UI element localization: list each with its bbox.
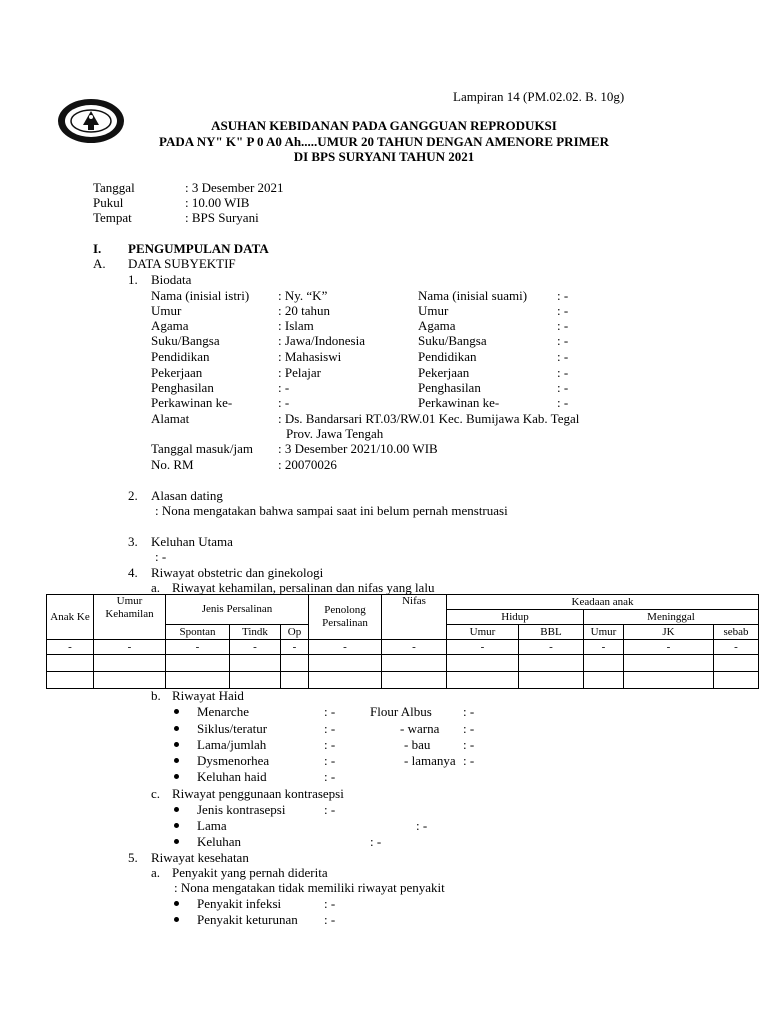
biodata-label-suami: Pendidikan bbox=[418, 349, 477, 364]
header-hidup: Hidup bbox=[447, 610, 584, 625]
haid-label: Siklus/teratur bbox=[197, 721, 268, 736]
haid-value: : - bbox=[324, 721, 336, 736]
kontrasepsi-label: Lama bbox=[197, 818, 227, 833]
riwayat-kehamilan-table bbox=[46, 594, 759, 689]
biodata-value: : 20 tahun bbox=[278, 303, 330, 318]
table-cell bbox=[281, 655, 309, 672]
meta-label-pukul: Pukul bbox=[93, 195, 124, 210]
header-penolong-persalinan: Penolong Persalinan bbox=[309, 595, 382, 640]
bullet-icon bbox=[174, 709, 179, 714]
table-row bbox=[47, 655, 759, 672]
table-cell: - bbox=[309, 640, 382, 655]
bullet-icon bbox=[174, 742, 179, 747]
header-umur-hidup: Umur bbox=[447, 625, 519, 640]
biodata-value: : Jawa/Indonesia bbox=[278, 333, 366, 348]
penyakit-title: Penyakit yang pernah diderita bbox=[172, 865, 328, 880]
bullet-icon bbox=[174, 917, 179, 922]
header-tindakan: Tindk bbox=[230, 625, 281, 640]
table-cell bbox=[714, 672, 759, 689]
biodata-label-suami: Pekerjaan bbox=[418, 365, 470, 380]
header-jk: JK bbox=[624, 625, 714, 640]
biodata-value-suami: : - bbox=[557, 288, 569, 303]
bullet-icon bbox=[174, 774, 179, 779]
haid-value: : - bbox=[324, 737, 336, 752]
penyakit-value: : - bbox=[324, 912, 336, 927]
table-cell bbox=[584, 655, 624, 672]
flour-albus-value: : - bbox=[463, 704, 475, 719]
bullet-icon bbox=[174, 839, 179, 844]
kontrasepsi-title: Riwayat penggunaan kontrasepsi bbox=[172, 786, 344, 801]
keluhan-value: : - bbox=[155, 549, 167, 564]
meta-value-tempat: : BPS Suryani bbox=[185, 210, 259, 225]
haid-value: : - bbox=[324, 753, 336, 768]
riwayat-obstetric-title: Riwayat obstetric dan ginekologi bbox=[151, 565, 324, 580]
haid-label: Dysmenorhea bbox=[197, 753, 270, 768]
meta-label-tempat: Tempat bbox=[93, 210, 132, 225]
header-spontan: Spontan bbox=[166, 625, 230, 640]
table-cell bbox=[714, 655, 759, 672]
section-a-number: A. bbox=[93, 256, 106, 271]
meta-label-tanggal: Tanggal bbox=[93, 180, 135, 195]
biodata-value: : Pelajar bbox=[278, 365, 321, 380]
table-cell bbox=[447, 672, 519, 689]
biodata-label: Perkawinan ke- bbox=[151, 395, 233, 410]
kesehatan-title: Riwayat kesehatan bbox=[151, 850, 249, 865]
tanggal-masuk-value: : 3 Desember 2021/10.00 WIB bbox=[278, 441, 438, 456]
table-cell bbox=[166, 672, 230, 689]
bullet-icon bbox=[174, 726, 179, 731]
haid-label: Keluhan haid bbox=[197, 769, 267, 784]
section-1-title: PENGUMPULAN DATA bbox=[128, 241, 269, 256]
biodata-label: Agama bbox=[151, 318, 189, 333]
header-umur-kehamilan: Umur Kehamilan bbox=[94, 595, 166, 640]
table-cell bbox=[94, 672, 166, 689]
biodata-value-suami: : - bbox=[557, 380, 569, 395]
biodata-label: Suku/Bangsa bbox=[151, 333, 220, 348]
haid-label: Menarche bbox=[197, 704, 249, 719]
bullet-icon bbox=[174, 823, 179, 828]
penyakit-label: Penyakit infeksi bbox=[197, 896, 282, 911]
lampiran-label: Lampiran 14 (PM.02.02. B. 10g) bbox=[453, 89, 625, 104]
table-cell: - bbox=[94, 640, 166, 655]
biodata-label-suami: Agama bbox=[418, 318, 456, 333]
keluhan-number: 3. bbox=[128, 534, 138, 549]
penyakit-value: : - bbox=[324, 896, 336, 911]
lamanya-label: - lamanya bbox=[404, 753, 456, 768]
biodata-label-suami: Perkawinan ke- bbox=[418, 395, 500, 410]
table-cell: - bbox=[230, 640, 281, 655]
biodata-label: Pendidikan bbox=[151, 349, 210, 364]
alasan-title: Alasan dating bbox=[151, 488, 223, 503]
title-line-2: PADA NY" K" P 0 A0 Ah.....UMUR 20 TAHUN DENGAN AMENORE PRIMER bbox=[159, 134, 609, 149]
table-cell bbox=[624, 655, 714, 672]
table-cell bbox=[309, 672, 382, 689]
table-cell bbox=[94, 655, 166, 672]
alamat-value-line-1: : Ds. Bandarsari RT.03/RW.01 Kec. Bumijawa Kab. Tegal bbox=[278, 411, 580, 426]
header-umur-meninggal: Umur bbox=[584, 625, 624, 640]
warna-label: - warna bbox=[400, 721, 440, 736]
header-nifas: Nifas bbox=[382, 595, 447, 640]
biodata-value: : Ny. “K” bbox=[278, 288, 328, 303]
penyakit-number: a. bbox=[151, 865, 161, 880]
table-cell bbox=[47, 672, 94, 689]
table-cell: - bbox=[166, 640, 230, 655]
table-cell: - bbox=[47, 640, 94, 655]
kontrasepsi-value: : - bbox=[370, 834, 382, 849]
meta-value-tanggal: : 3 Desember 2021 bbox=[185, 180, 284, 195]
table-row bbox=[47, 640, 759, 655]
title-line-1: ASUHAN KEBIDANAN PADA GANGGUAN REPRODUKSI bbox=[211, 118, 557, 133]
riwayat-kehamilan-number: a. bbox=[151, 580, 161, 595]
table-cell bbox=[382, 655, 447, 672]
table-cell: - bbox=[382, 640, 447, 655]
table-cell bbox=[309, 655, 382, 672]
kesehatan-number: 5. bbox=[128, 850, 138, 865]
biodata-label-suami: Nama (inisial suami) bbox=[418, 288, 528, 303]
bullet-icon bbox=[174, 758, 179, 763]
kontrasepsi-label: Keluhan bbox=[197, 834, 242, 849]
bullet-icon bbox=[174, 901, 179, 906]
alamat-label: Alamat bbox=[151, 411, 190, 426]
table-cell: - bbox=[447, 640, 519, 655]
header-meninggal: Meninggal bbox=[584, 610, 759, 625]
tanggal-masuk-label: Tanggal masuk/jam bbox=[151, 441, 253, 456]
table-cell bbox=[281, 672, 309, 689]
header-jenis-persalinan: Jenis Persalinan bbox=[166, 595, 309, 625]
biodata-value: : - bbox=[278, 395, 290, 410]
table-cell bbox=[519, 655, 584, 672]
haid-value: : - bbox=[324, 769, 336, 784]
table-cell bbox=[230, 655, 281, 672]
biodata-value-suami: : - bbox=[557, 365, 569, 380]
no-rm-label: No. RM bbox=[151, 457, 194, 472]
biodata-label: Pekerjaan bbox=[151, 365, 203, 380]
biodata-value: : Mahasiswi bbox=[278, 349, 342, 364]
biodata-label: Penghasilan bbox=[151, 380, 214, 395]
header-anak-ke: Anak Ke bbox=[47, 595, 94, 640]
biodata-value-suami: : - bbox=[557, 303, 569, 318]
keluhan-title: Keluhan Utama bbox=[151, 534, 233, 549]
kontrasepsi-value: : - bbox=[416, 818, 428, 833]
table-cell bbox=[519, 672, 584, 689]
penyakit-label: Penyakit keturunan bbox=[197, 912, 298, 927]
table-cell bbox=[47, 655, 94, 672]
table-cell: - bbox=[584, 640, 624, 655]
section-1-number: I. bbox=[93, 241, 102, 256]
header-keadaan-anak: Keadaan anak bbox=[447, 595, 759, 610]
table-cell: - bbox=[281, 640, 309, 655]
haid-value: : - bbox=[324, 704, 336, 719]
table-cell: - bbox=[714, 640, 759, 655]
flour-albus-label: Flour Albus bbox=[370, 704, 432, 719]
alasan-value: : Nona mengatakan bahwa sampai saat ini belum pernah menstruasi bbox=[155, 503, 508, 518]
table-cell: - bbox=[624, 640, 714, 655]
header-sebab: sebab bbox=[714, 625, 759, 640]
table-row bbox=[47, 672, 759, 689]
no-rm-value: : 20070026 bbox=[278, 457, 337, 472]
haid-label: Lama/jumlah bbox=[197, 737, 267, 752]
header-op: Op bbox=[281, 625, 309, 640]
meta-value-pukul: : 10.00 WIB bbox=[185, 195, 250, 210]
table-cell bbox=[230, 672, 281, 689]
table-cell bbox=[447, 655, 519, 672]
riwayat-kehamilan-title: Riwayat kehamilan, persalinan dan nifas yang lalu bbox=[172, 580, 435, 595]
title-line-3: DI BPS SURYANI TAHUN 2021 bbox=[293, 149, 475, 164]
kontrasepsi-label: Jenis kontrasepsi bbox=[197, 802, 286, 817]
warna-value: : - bbox=[463, 721, 475, 736]
biodata-value-suami: : - bbox=[557, 349, 569, 364]
biodata-title: Biodata bbox=[151, 272, 192, 287]
section-a-title: DATA SUBYEKTIF bbox=[128, 256, 236, 271]
table-cell: - bbox=[519, 640, 584, 655]
biodata-label-suami: Umur bbox=[418, 303, 449, 318]
table-cell bbox=[166, 655, 230, 672]
table-cell bbox=[624, 672, 714, 689]
penyakit-value: : Nona mengatakan tidak memiliki riwayat penyakit bbox=[174, 880, 445, 895]
biodata-label: Nama (inisial istri) bbox=[151, 288, 250, 303]
biodata-label: Umur bbox=[151, 303, 182, 318]
kontrasepsi-value: : - bbox=[324, 802, 336, 817]
biodata-number: 1. bbox=[128, 272, 138, 287]
alasan-number: 2. bbox=[128, 488, 138, 503]
biodata-value: : Islam bbox=[278, 318, 314, 333]
biodata-value-suami: : - bbox=[557, 318, 569, 333]
biodata-label-suami: Penghasilan bbox=[418, 380, 481, 395]
bau-value: : - bbox=[463, 737, 475, 752]
biodata-value: : - bbox=[278, 380, 290, 395]
riwayat-obstetric-number: 4. bbox=[128, 565, 138, 580]
riwayat-haid-number: b. bbox=[151, 688, 161, 703]
table-cell bbox=[382, 672, 447, 689]
table-cell bbox=[584, 672, 624, 689]
bullet-icon bbox=[174, 807, 179, 812]
riwayat-haid-title: Riwayat Haid bbox=[172, 688, 244, 703]
biodata-value-suami: : - bbox=[557, 333, 569, 348]
bau-label: - bau bbox=[404, 737, 431, 752]
kontrasepsi-number: c. bbox=[151, 786, 161, 801]
biodata-label-suami: Suku/Bangsa bbox=[418, 333, 487, 348]
lamanya-value: : - bbox=[463, 753, 475, 768]
header-bbl: BBL bbox=[519, 625, 584, 640]
alamat-value-line-2: Prov. Jawa Tengah bbox=[286, 426, 384, 441]
biodata-value-suami: : - bbox=[557, 395, 569, 410]
